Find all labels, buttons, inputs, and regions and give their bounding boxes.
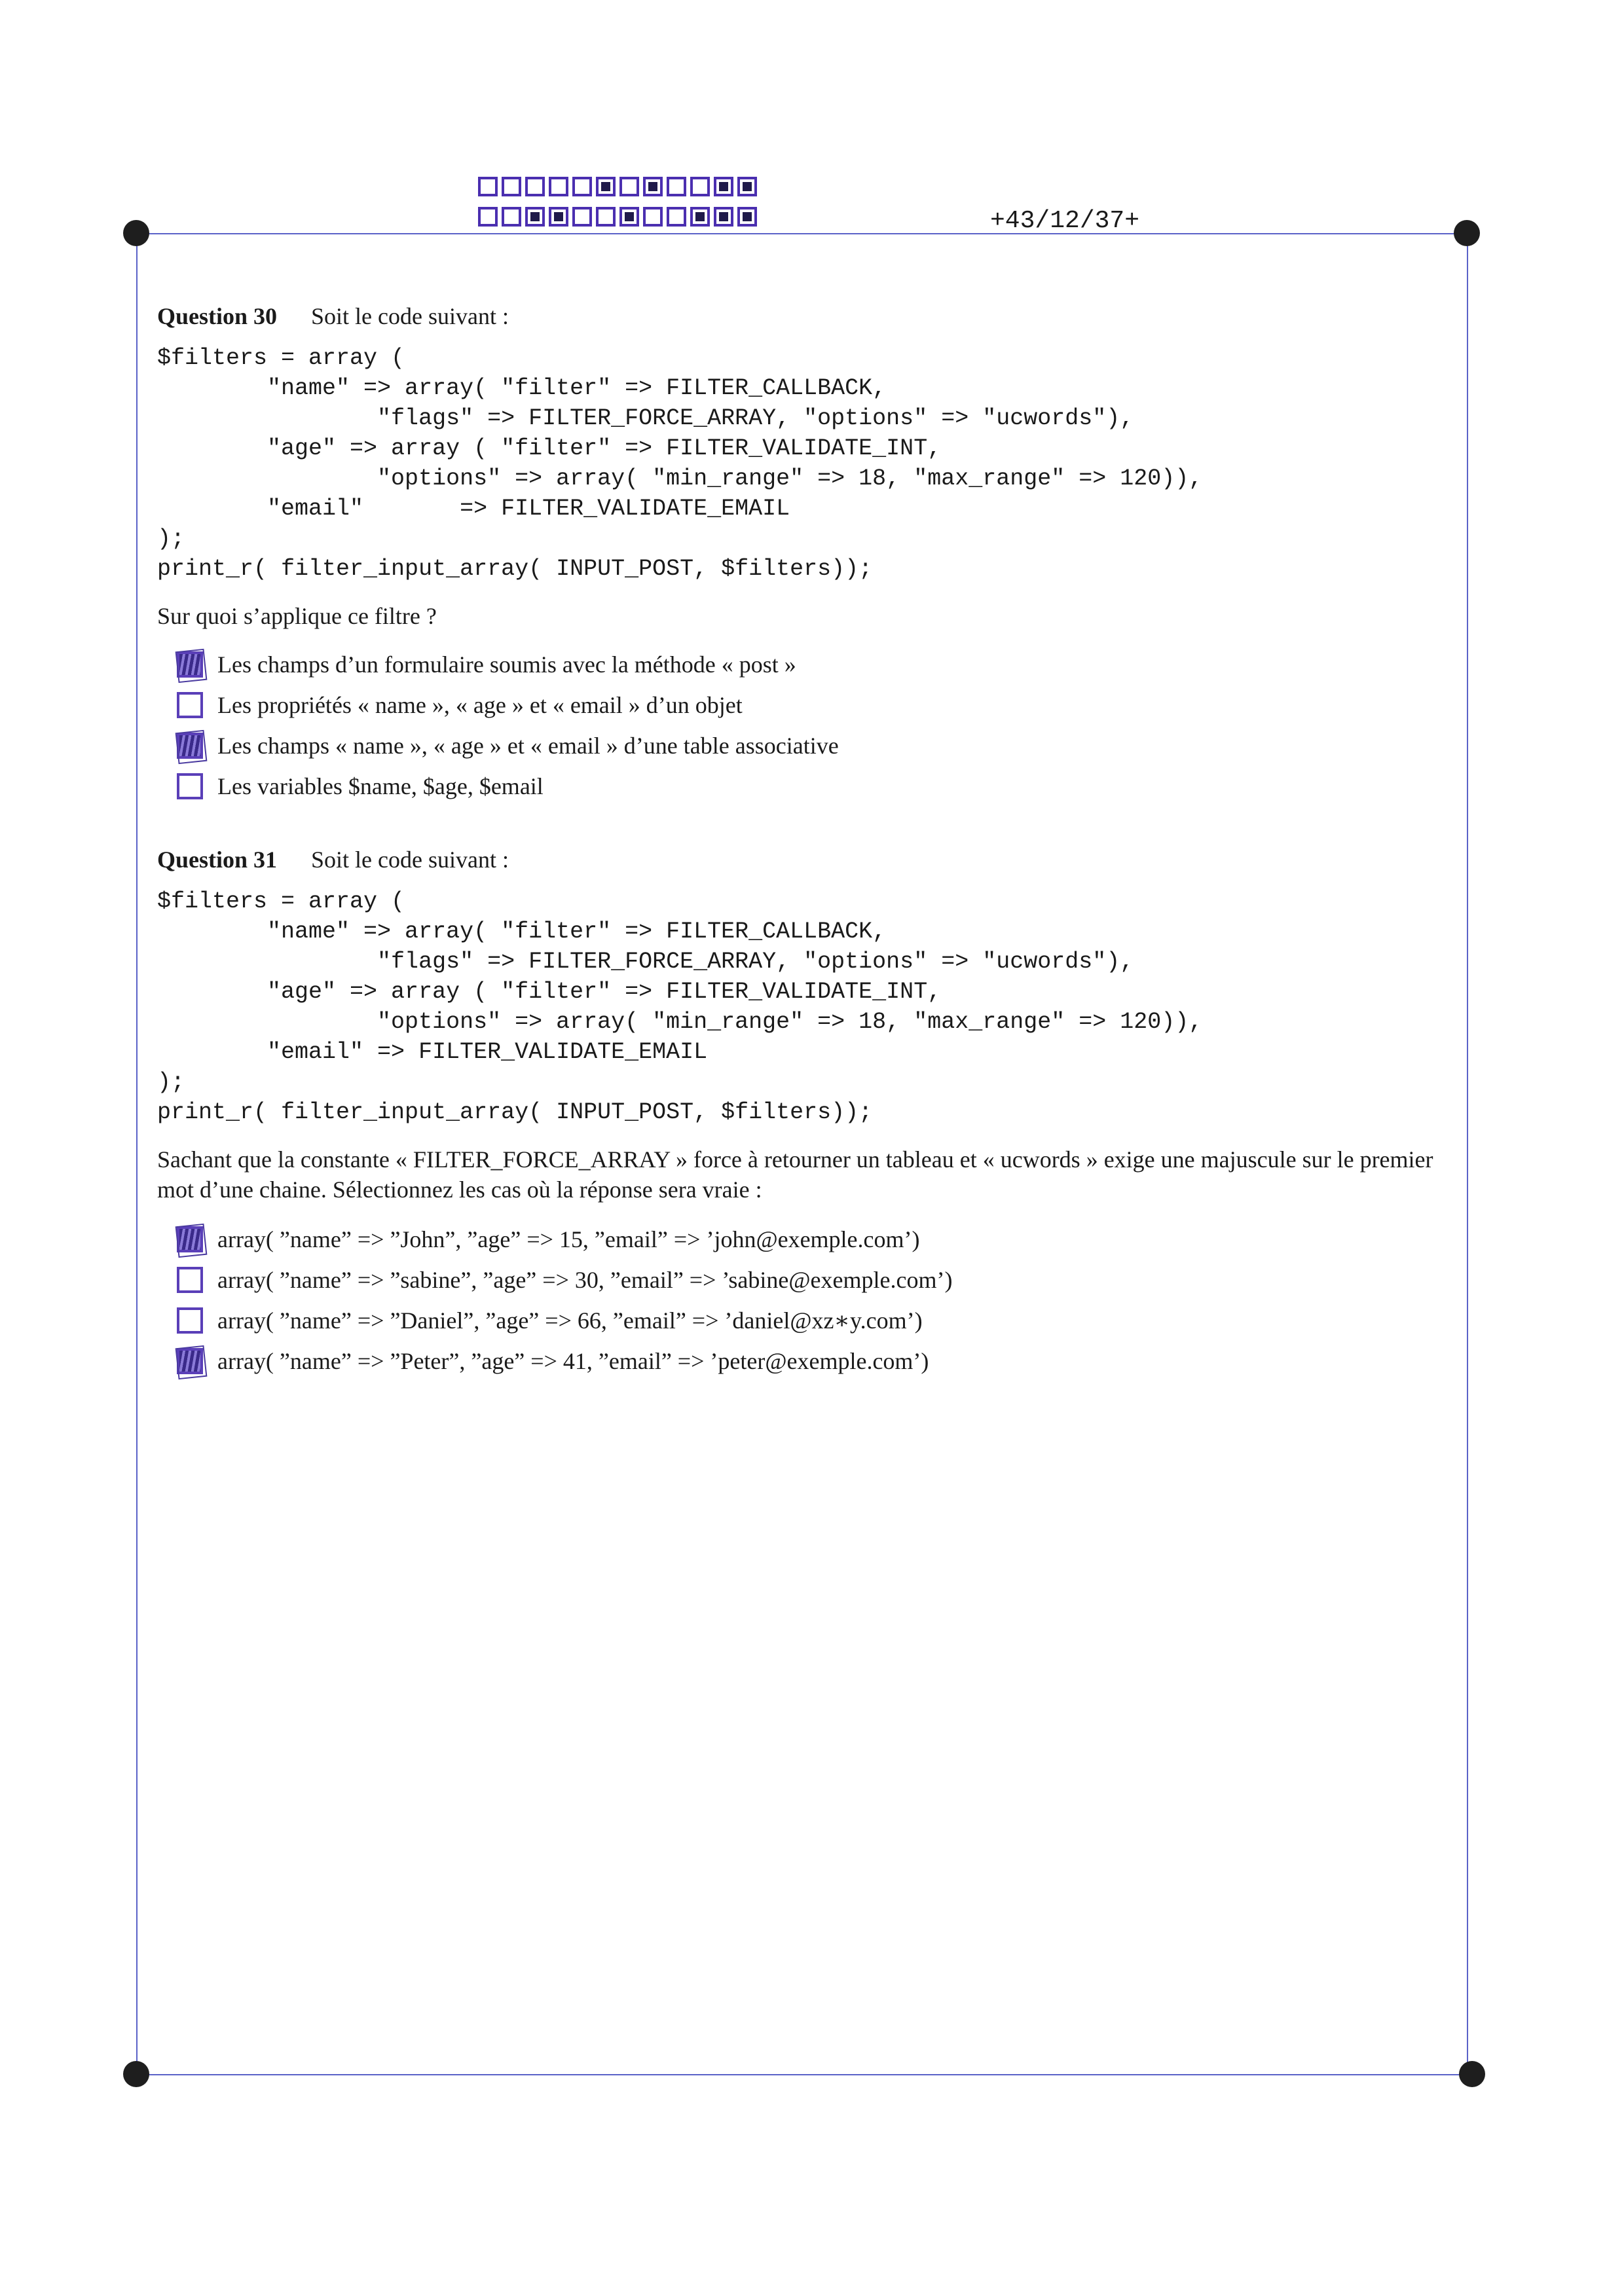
barcode-cell	[690, 177, 710, 196]
barcode-cell	[643, 207, 663, 227]
barcode-cell	[525, 207, 545, 227]
checkbox-marked[interactable]	[177, 1348, 203, 1374]
corner-marker-top-right	[1454, 220, 1480, 246]
answer-option[interactable]	[157, 766, 1202, 807]
answer-label: array( ”name” => ”John”, ”age” => 15, ”email” => ’john@exemple.com’)	[217, 1226, 920, 1252]
barcode-cell	[502, 207, 521, 227]
code-block: $filters = array ( "name" => array( "filter" => FILTER_CALLBACK, "flags" => FILTER_FORCE_ARRAY, "options" => "ucwords"), "age" => array ( "filter" => FILTER_VALIDATE_INT, "options" => array( "min_range" => 18, "max_range" => 120)), "email" => FILTER_VALIDATE_EMAIL ); print_r( filter_input_array( INPUT_POST, $filters));	[157, 888, 1203, 1125]
barcode-cell	[737, 207, 757, 227]
checkbox-marked[interactable]	[177, 733, 203, 759]
barcode-cell	[690, 207, 710, 227]
checkbox-marked[interactable]	[177, 1226, 203, 1252]
barcode-cell	[596, 207, 616, 227]
answer-option[interactable]	[157, 685, 1202, 725]
corner-marker-top-left	[123, 220, 149, 246]
answer-option[interactable]	[157, 1219, 1454, 1260]
question-heading	[157, 302, 1202, 330]
barcode-cell	[596, 177, 616, 196]
checkbox[interactable]	[177, 692, 203, 718]
frame-bottom-line	[136, 2074, 1472, 2075]
question-intro: Soit le code suivant :	[311, 847, 509, 873]
question-30	[157, 302, 1202, 807]
barcode-cell	[619, 207, 639, 227]
question-prompt: Sachant que la constante « FILTER_FORCE_ARRAY » force à retourner un tableau et « ucwords » exige une majuscule sur le premier mot d’une chaine. Sélectionnez les cas où la réponse sera vraie :	[157, 1146, 1433, 1203]
answer-label: Les variables $name, $age, $email	[217, 773, 544, 799]
answer-option[interactable]	[157, 644, 1202, 685]
barcode-cell	[572, 177, 592, 196]
checkbox[interactable]	[177, 773, 203, 799]
barcode-cell	[572, 207, 592, 227]
barcode-cell	[478, 177, 498, 196]
question-prompt: Sur quoi s’applique ce filtre ?	[157, 603, 437, 629]
barcode-cell	[643, 177, 663, 196]
barcode-bottom-row	[478, 207, 761, 227]
checkbox[interactable]	[177, 1267, 203, 1293]
barcode-cell	[737, 177, 757, 196]
answer-label: array( ”name” => ”sabine”, ”age” => 30, ”email” => ’sabine@exemple.com’)	[217, 1267, 953, 1293]
page-id-code: +43/12/37+	[990, 207, 1140, 235]
barcode-cell	[549, 177, 568, 196]
answer-label: array( ”name” => ”Daniel”, ”age” => 66, ”email” => ’daniel@xz∗y.com’)	[217, 1307, 923, 1334]
question-intro: Soit le code suivant :	[311, 303, 509, 329]
barcode-cell	[619, 177, 639, 196]
checkbox[interactable]	[177, 1307, 203, 1334]
question-heading	[157, 846, 1454, 873]
answer-list	[157, 1219, 1454, 1381]
barcode-cell	[478, 207, 498, 227]
answer-label: Les propriétés « name », « age » et « email » d’un objet	[217, 692, 743, 718]
question-number: Question 30	[157, 303, 278, 329]
answer-option[interactable]	[157, 1260, 1454, 1300]
corner-marker-bottom-right	[1459, 2061, 1485, 2087]
barcode-cell	[502, 177, 521, 196]
barcode-cell	[667, 177, 686, 196]
frame-top-line	[136, 233, 1467, 234]
barcode-cell	[667, 207, 686, 227]
code-block: $filters = array ( "name" => array( "filter" => FILTER_CALLBACK, "flags" => FILTER_FORCE_ARRAY, "options" => "ucwords"), "age" => array ( "filter" => FILTER_VALIDATE_INT, "options" => array( "min_range" => 18, "max_range" => 120)), "email" => FILTER_VALIDATE_EMAIL ); print_r( filter_input_array( INPUT_POST, $filters));	[157, 345, 1203, 582]
answer-list	[157, 644, 1202, 807]
frame-left-line	[136, 233, 138, 2075]
barcode-cell	[714, 207, 733, 227]
answer-label: Les champs d’un formulaire soumis avec la méthode « post »	[217, 651, 796, 678]
corner-marker-bottom-left	[123, 2061, 149, 2087]
question-number: Question 31	[157, 847, 278, 873]
answer-option[interactable]	[157, 725, 1202, 766]
answer-option[interactable]	[157, 1341, 1454, 1381]
barcode-top-row	[478, 177, 761, 196]
answer-label: Les champs « name », « age » et « email » d’une table associative	[217, 733, 839, 759]
barcode-cell	[525, 177, 545, 196]
question-31	[157, 846, 1454, 1381]
answer-option[interactable]	[157, 1300, 1454, 1341]
answer-label: array( ”name” => ”Peter”, ”age” => 41, ”email” => ’peter@exemple.com’)	[217, 1348, 929, 1374]
barcode-cell	[549, 207, 568, 227]
frame-right-line	[1467, 233, 1468, 2075]
checkbox-marked[interactable]	[177, 651, 203, 678]
barcode-cell	[714, 177, 733, 196]
